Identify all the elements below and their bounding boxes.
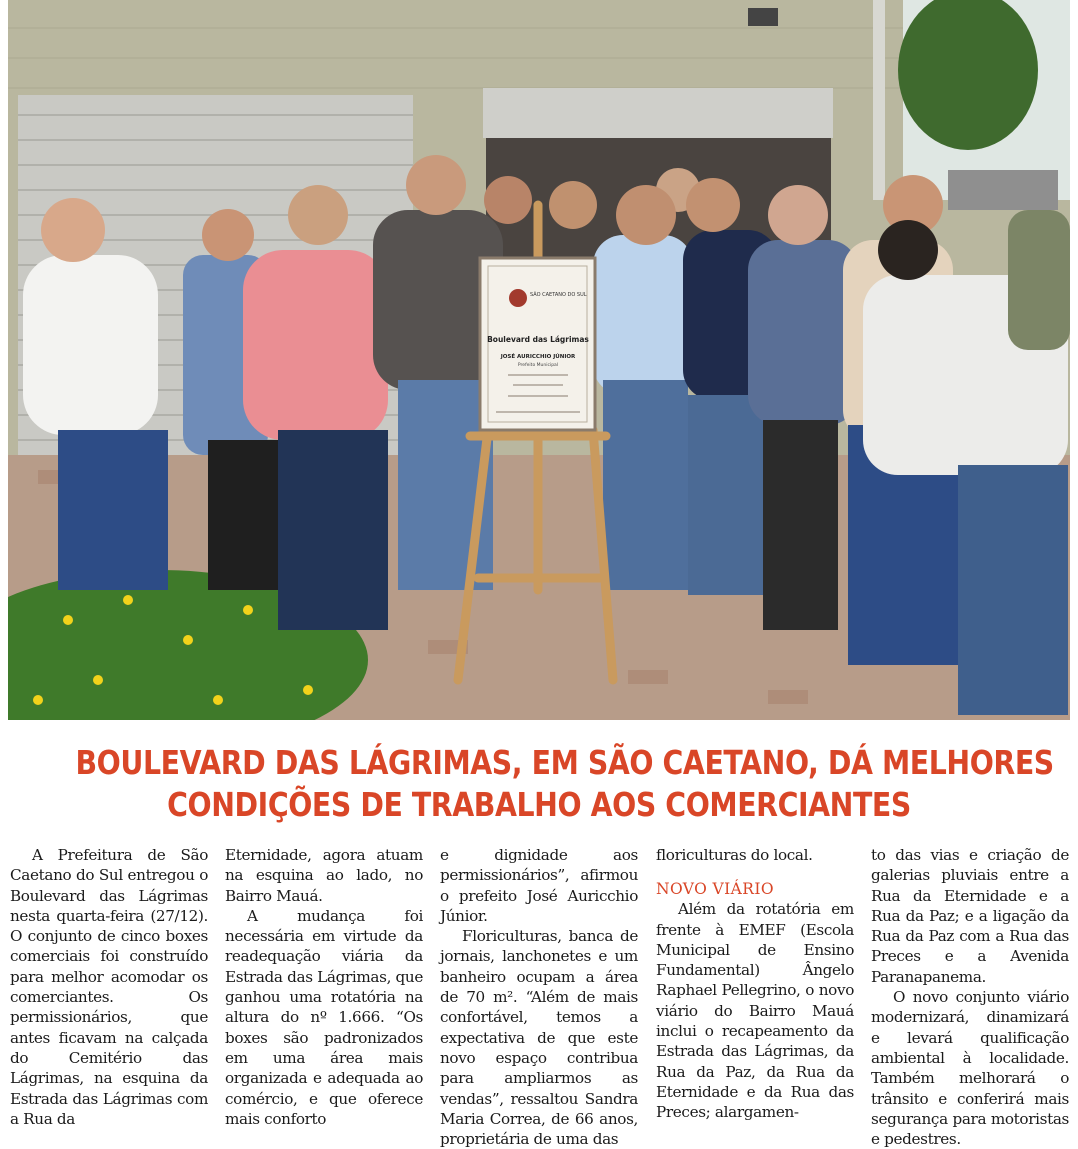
- plaque-title: Boulevard das Lágrimas: [487, 335, 589, 344]
- paragraph: O novo conjunto viário modernizará, dinamizará e levará qualificação ambiental à localidade. Também melhorará o trânsito e conferirá mais segurança para motoristas e pedestres.: [871, 988, 1069, 1149]
- column-1: [10, 845, 208, 1129]
- paragraph: Eternidade, agora atuam na esquina ao lado, no Bairro Mauá.: [225, 846, 423, 905]
- paragraph: A mudança foi necessária em virtude da readequação viária da Estrada das Lágrimas, que ganhou uma rotatória na altura do nº 1.666. “Os boxes são padronizados em uma área mais organizada e adequada ao comércio, e que oferece mais conforto: [225, 906, 423, 1128]
- column-3: [440, 845, 638, 1149]
- commemorative-plaque: [480, 258, 595, 430]
- right-rolling-shutter: [483, 88, 833, 138]
- parked-car: [948, 170, 1058, 210]
- paragraph: to das vias e criação de galerias pluviais entre a Rua da Eternidade e a Rua da Paz; e a ligação da Rua da Paz com a Rua das Preces e a Avenida Paranapanema.: [871, 846, 1069, 986]
- wall-lamp: [748, 8, 778, 26]
- plaque-crest-text: SÃO CAETANO DO SUL: [530, 292, 587, 298]
- plaque-name: JOSÉ AURICCHIO JÚNIOR: [500, 354, 576, 360]
- paragraph: e dignidade aos permissionários”, afirmou o prefeito José Auricchio Júnior.: [440, 846, 638, 925]
- article-photo: [8, 0, 1070, 720]
- drain-pipe: [873, 0, 885, 200]
- city-crest-icon: [509, 289, 527, 307]
- paragraph: Além da rotatória em frente à EMEF (Escola Municipal de Ensino Fundamental) Ângelo Raphael Pellegrino, o novo viário do Bairro Mauá inclui o recapeamento da Estrada das Lágrimas, da Rua da Paz, da Rua da Eternidade e da Rua das Preces; alargamen-: [656, 900, 854, 1122]
- section-subheading: NOVO VIÁRIO: [656, 880, 774, 899]
- column-4: [656, 845, 854, 1123]
- article-headline: [75, 742, 1054, 826]
- headline-line-1: BOULEVARD DAS LÁGRIMAS, EM SÃO CAETANO, DÁ MELHORES: [75, 743, 1054, 782]
- paragraph: Floriculturas, banca de jornais, lanchonetes e um banheiro ocupam a área de 70 m². “Além de mais confortável, temos a expectativa de que este novo espaço contribua para ampliarmos as vendas”, ressaltou Sandra Maria Correa, de 66 anos, proprietária de uma das: [440, 927, 638, 1149]
- column-2: [225, 845, 423, 1129]
- headline-line-2: CONDIÇÕES DE TRABALHO AOS COMERCIANTES: [167, 785, 911, 824]
- paragraph: floriculturas do local.: [656, 846, 813, 864]
- column-5: [871, 845, 1069, 1149]
- paragraph: A Prefeitura de São Caetano do Sul entregou o Boulevard das Lágrimas nesta quarta-feira (27/12). O conjunto de cinco boxes comerciais foi construído para melhor acomodar os comerciantes. Os permissionários, que antes ficavam na calçada do Cemitério das Lágrimas, na esquina da Estrada das Lágrimas com a Rua da: [10, 846, 208, 1128]
- plaque-role: Prefeito Municipal: [517, 363, 559, 368]
- inauguration-photo: [8, 0, 1070, 720]
